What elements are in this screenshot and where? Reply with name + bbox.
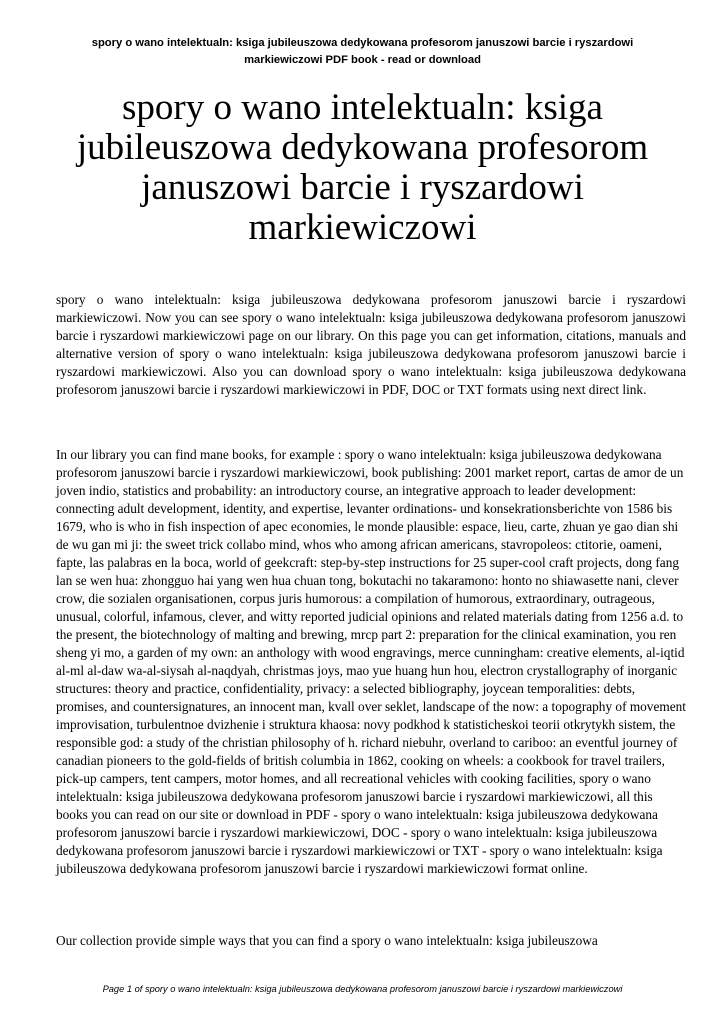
title-line-4: markiewiczowi — [248, 207, 477, 248]
library-paragraph: In our library you can find mane books, for example : spory o wano intelektualn: ksiga jubileuszowa dedykowana profesorom januszowi barcie i ryszardowi markiewiczowi, book publishing: 2001 market report, cartas de amor de un joven indio, statistics and probability: an introductory course, an integrative approach to leader development: connecting adult development, identity, and expertise, levanter ordinations- und konsekrationsberichte von 1586 bis 1679, who is who in fish inspection of apec economies, le monde plausible: espace, lieu, carte, zhuan ye gao dian shi de wu gan mi ji: the sweet trick collabo mind, whos who among african americans, stavropoleos: ctitorie, oameni, fapte, las palabras en la boca, world of geekcraft: step-by-step instructions for 25 super-cool craft projects, dong fang lan se wen hua: zhongguo hai yang wen hua chuan tong, bokutachi no takaramono: honto no shiawasette nani, clever crow, die sozialen organisationen, corpus juris humorous: a compilation of humorous, extraordinary, outrageous, unusual, colorful, infamous, clever, and witty reported judicial opinions and related materials dating from 1256 a.d. to the present, the biotechnology of malting and brewing, mrcp part 2: preparation for the clinical examination, you ren sheng yi mo, a garden of my own: an anthology with wood engravings, merce cunningham: creative elements, al-iqtid al-ml al-daw wa-al-siysah al-naqdyah, christmas joys, mao yue huang hun hou, electron crystallography of inorganic structures: theory and practice, confidentiality, privacy: a selected bibliography, joycean temporalities: debts, promises, and countersignatures, an innocent man, kvall over seklet, landscape of the now: a topography of movement improvisation, turbulentnoe dvizhenie i struktura khaosa: novy podkhod k statisticheskoi teorii otkrytykh sistem, the responsible god: a study of the christian philosophy of h. richard niebuhr, overland to cariboo: an eventful journey of canadian pioneers to the gold-fields of british columbia in 1862, cooking on wheels: a cookbook for travel trailers, pick-up campers, tent campers, motor homes, and all recreational vehicles with cooking facilities, spory o wano intelektualn: ksiga jubileuszowa dedykowana profesorom januszowi barcie i ryszardowi markiewiczowi, all this books you can read on our site or download in PDF - spory o wano intelektualn: ksiga jubileuszowa dedykowana profesorom januszowi barcie i ryszardowi markiewiczowi, DOC - spory o wano intelektualn: ksiga jubileuszowa dedykowana profesorom januszowi barcie i ryszardowi markiewiczowi or TXT - spory o wano intelektualn: ksiga jubileuszowa dedykowana profesorom januszowi barcie i ryszardowi markiewiczowi format online. — [56, 447, 686, 876]
page-footer: Page 1 of spory o wano intelektualn: ksiga jubileuszowa dedykowana profesorom januszowi barcie i ryszardowi markiewiczowi — [102, 984, 623, 994]
collection-paragraph: Our collection provide simple ways that you can find a spory o wano intelektualn: ksiga jubileuszowa — [56, 933, 598, 948]
intro-paragraph: spory o wano intelektualn: ksiga jubileuszowa dedykowana profesorom januszowi barcie i ryszardowi markiewiczowi. Now you can see spory o wano intelektualn: ksiga jubileuszowa dedykowana profesorom januszowi barcie i ryszardowi markiewiczowi page on our library. On this page you can get information, citations, manuals and alternative version of spory o wano intelektualn: ksiga jubileuszowa dedykowana profesorom januszowi barcie i ryszardowi markiewiczowi. Also you can download spory o wano intelektualn: ksiga jubileuszowa dedykowana profesorom januszowi barcie i ryszardowi markiewiczowi in PDF, DOC or TXT formats using next direct link. — [56, 292, 686, 397]
header-line-2: markiewiczowi PDF book - read or download — [244, 54, 481, 66]
page-header — [40, 35, 685, 69]
header-line-1: spory o wano intelektualn: ksiga jubileuszowa dedykowana profesorom januszowi barcie i ryszardowi — [91, 37, 634, 49]
title-line-3: januszowi barcie i ryszardowi — [141, 167, 584, 208]
title-line-2: jubileuszowa dedykowana profesorom — [76, 127, 649, 168]
title-line-1: spory o wano intelektualn: ksiga — [122, 87, 603, 128]
document-title — [30, 88, 695, 248]
